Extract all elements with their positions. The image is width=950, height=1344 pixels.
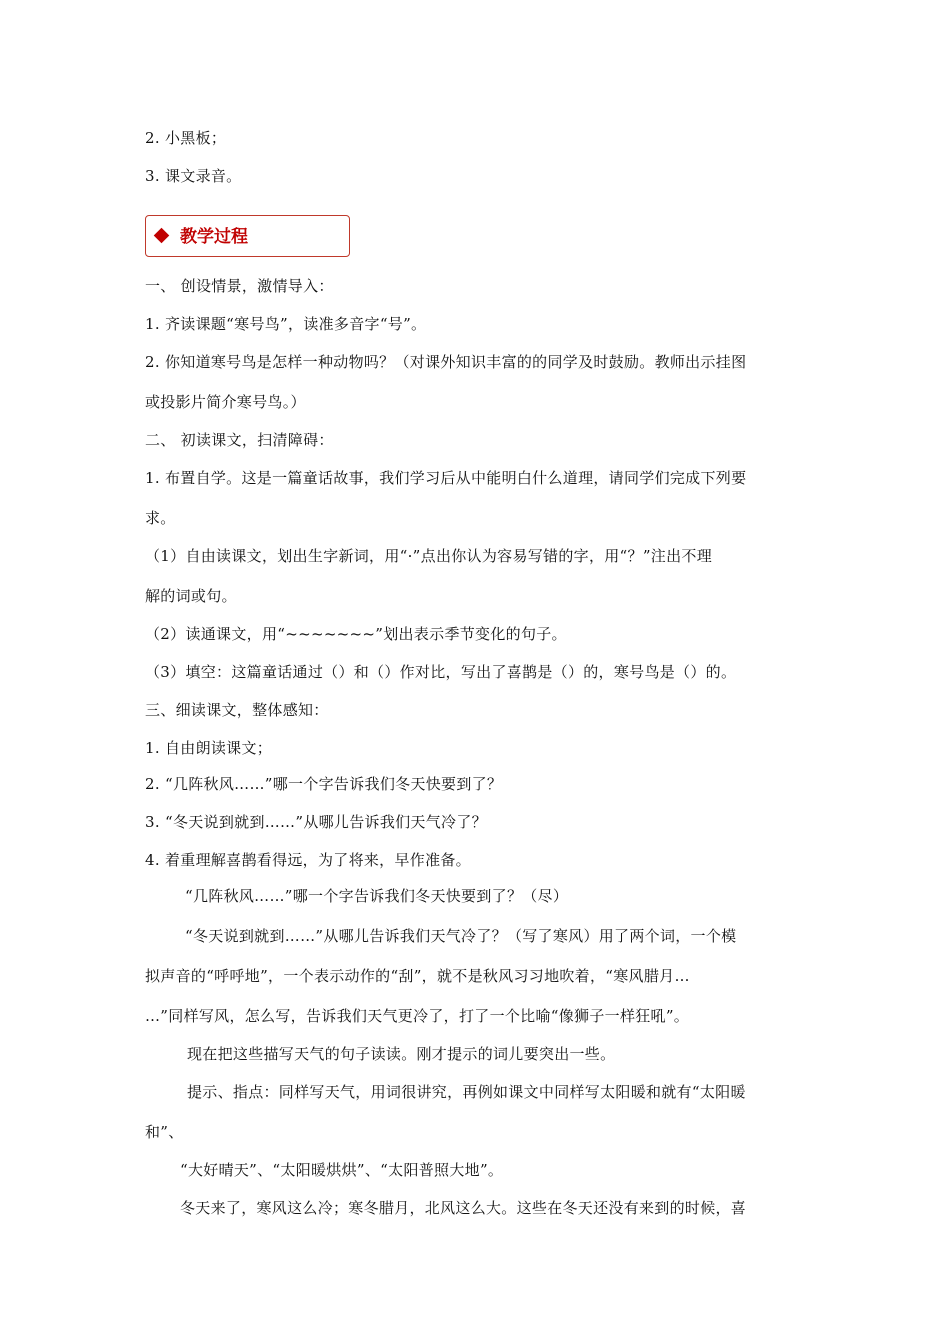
material-item-2: 2. 小黑板；: [145, 129, 227, 147]
text-line: 求。: [145, 509, 176, 527]
section-heading-title: 教学过程: [180, 227, 248, 247]
text-line: 1. 布置自学。这是一篇童话故事，我们学习后从中能明白什么道理，请同学们完成下列要: [145, 469, 747, 487]
text-line: 4. 着重理解喜鹊看得远，为了将来，早作准备。: [145, 851, 471, 869]
text-line: 现在把这些描写天气的句子读读。刚才提示的词儿要突出一些。: [187, 1045, 616, 1063]
text-line: 3. “冬天说到就到……”从哪儿告诉我们天气冷了？: [145, 813, 487, 831]
text-line: 或投影片简介寒号鸟。）: [145, 393, 306, 411]
text-line: 拟声音的“呼呼地”，一个表示动作的“刮”，就不是秋风习习地吹着，“寒风腊月…: [145, 967, 690, 985]
text-line: “大好晴天”、“太阳暖烘烘”、“太阳普照大地”。: [180, 1161, 504, 1179]
text-line: 三、细读课文，整体感知：: [145, 701, 329, 719]
section-heading-box: [145, 215, 350, 257]
text-line: 解的词或句。: [145, 587, 237, 605]
text-line: 2. 你知道寒号鸟是怎样一种动物吗？（对课外知识丰富的的同学及时鼓励。教师出示挂图: [145, 353, 747, 371]
text-line: （3）填空：这篇童话通过（）和（）作对比，写出了喜鹊是（）的，寒号鸟是（）的。: [145, 663, 737, 681]
diamond-icon: [154, 228, 170, 244]
text-line: 提示、指点：同样写天气，用词很讲究，再例如课文中同样写太阳暖和就有“太阳暖: [187, 1083, 746, 1101]
text-line: 1. 自由朗读课文；: [145, 739, 273, 757]
text-line: （1）自由读课文，划出生字新词，用“·”点出你认为容易写错的字，用“？”注出不理: [145, 547, 712, 565]
text-line: 1. 齐读课题“寒号鸟”，读准多音字“号”。: [145, 315, 427, 333]
text-line: 2. “几阵秋风……”哪一个字告诉我们冬天快要到了？: [145, 775, 503, 793]
text-line: “几阵秋风……”哪一个字告诉我们冬天快要到了？（尽）: [185, 887, 569, 905]
text-line: 一、 创设情景，激情导入：: [145, 277, 334, 295]
text-line: …”同样写风，怎么写，告诉我们天气更冷了，打了一个比喻“像狮子一样狂吼”。: [145, 1007, 690, 1025]
text-line: 冬天来了，寒风这么冷；寒冬腊月，北风这么大。这些在冬天还没有来到的时候，喜: [180, 1199, 747, 1217]
text-line: “冬天说到就到……”从哪儿告诉我们天气冷了？（写了寒风）用了两个词，一个模: [185, 927, 737, 945]
material-item-3: 3. 课文录音。: [145, 167, 242, 185]
text-line: 二、 初读课文，扫清障碍：: [145, 431, 334, 449]
text-line: （2）读通课文，用“~~~~~~~”划出表示季节变化的句子。: [145, 625, 567, 643]
text-line: 和”、: [145, 1123, 184, 1141]
